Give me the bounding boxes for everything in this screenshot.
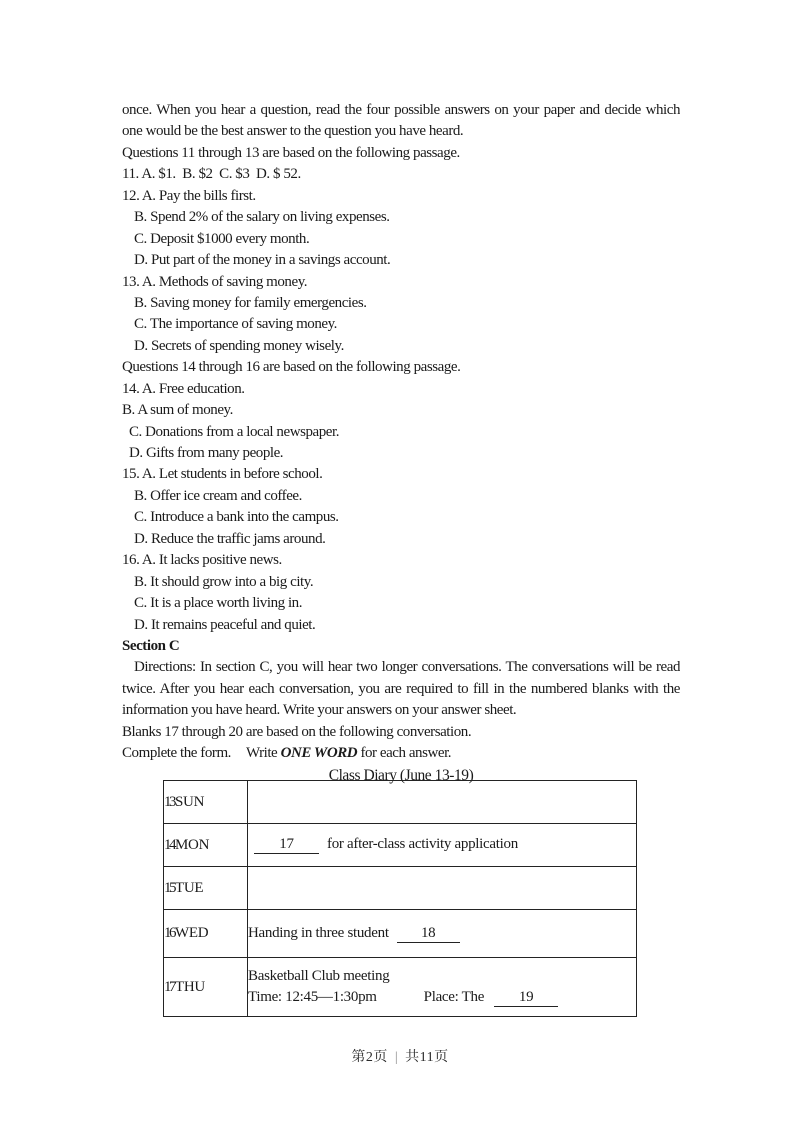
text-line: B. Saving money for family emergencies.	[134, 294, 367, 311]
text-line: D. Gifts from many people.	[129, 445, 284, 461]
write-suffix: for each answer.	[357, 745, 452, 762]
day-name: MON	[175, 836, 210, 853]
text-line: 12. A. Pay the bills first.	[122, 187, 256, 204]
write-label: Write	[245, 745, 281, 762]
page-number-label: 第2页	[351, 1050, 388, 1065]
text-line: C. It is a place worth living in.	[134, 595, 303, 612]
content-cell	[248, 824, 637, 867]
thu-entry-line1: Basketball Club meeting	[248, 967, 390, 984]
text-line: one would be the best answer to the question you have heard.	[122, 123, 464, 140]
content-cell	[248, 958, 637, 1017]
time-label: Time: 12:45—1:30pm	[248, 989, 377, 1005]
text-line: D. It remains peaceful and quiet.	[134, 616, 316, 633]
table-row	[164, 910, 637, 958]
table-row	[164, 958, 637, 1017]
text-line: 16. A. It lacks positive news.	[122, 552, 282, 569]
text-line: C. Deposit $1000 every month.	[134, 230, 310, 247]
table-row	[164, 781, 637, 824]
text-line: C. Introduce a bank into the campus.	[134, 509, 339, 526]
text-line: D. Secrets of spending money wisely.	[134, 337, 344, 354]
mon-entry-text: for after-class activity application	[327, 836, 518, 852]
day-cell	[164, 824, 248, 867]
complete-form-prefix: Complete the form.	[122, 745, 231, 762]
content-cell	[248, 781, 637, 824]
text-line: once. When you hear a question, read the four possible answers on your paper and decide which	[122, 102, 680, 118]
text-line: D. Reduce the traffic jams around.	[134, 530, 326, 547]
day-number: 17	[164, 978, 174, 995]
one-word-emphasis: ONE WORD	[280, 745, 358, 762]
text-line: 13. A. Methods of saving money.	[122, 273, 308, 290]
class-diary-table	[163, 780, 637, 1017]
blank-17: 17	[254, 836, 319, 854]
text-line: D. Put part of the money in a savings account.	[134, 252, 391, 269]
text-line: information you have heard. Write your answers on your answer sheet.	[122, 702, 517, 719]
content-cell	[248, 910, 637, 958]
table-row	[164, 867, 637, 910]
blank-19: 19	[494, 989, 558, 1007]
thu-entry-line2	[248, 987, 636, 1009]
text-line: C. Donations from a local newspaper.	[129, 423, 339, 440]
page-footer	[0, 1046, 800, 1066]
text-line: 15. A. Let students in before school.	[122, 466, 323, 483]
page-total-label: 共11页	[405, 1050, 449, 1065]
text-line: Blanks 17 through 20 are based on the following conversation.	[122, 723, 472, 740]
day-cell	[164, 958, 248, 1017]
text-line: twice. After you hear each conversation, you are required to fill in the numbered blanks with the	[122, 680, 680, 697]
blank-18: 18	[397, 925, 460, 943]
footer-separator: |	[394, 1050, 399, 1065]
place-label: Place: The	[423, 989, 485, 1005]
main-text-block	[122, 100, 680, 786]
content-cell	[248, 867, 637, 910]
table-row	[164, 824, 637, 867]
day-number: 15	[164, 879, 174, 896]
day-name: SUN	[175, 793, 205, 810]
day-number: 14	[164, 836, 174, 853]
day-cell	[164, 867, 248, 910]
day-name: TUE	[175, 879, 204, 896]
day-cell	[164, 910, 248, 958]
day-number: 16	[164, 925, 174, 941]
day-name: THU	[175, 978, 205, 995]
text-line: Questions 11 through 13 are based on the following passage.	[122, 144, 460, 161]
day-name: WED	[175, 925, 209, 941]
text-line: Directions: In section C, you will hear two longer conversations. The conversations will be read	[134, 659, 680, 676]
text-line: Questions 14 through 16 are based on the following passage.	[122, 359, 461, 376]
text-line: B. Spend 2% of the salary on living expenses.	[134, 209, 390, 226]
text-line: C. The importance of saving money.	[134, 316, 337, 333]
wed-entry-text: Handing in three student	[248, 924, 389, 941]
text-line: 11. A. $1. B. $2 C. $3 D. $ 52.	[122, 166, 301, 183]
day-number: 13	[164, 793, 174, 810]
section-c-heading: Section C	[122, 637, 180, 654]
text-line: B. It should grow into a big city.	[134, 573, 314, 590]
text-line: 14. A. Free education.	[122, 380, 245, 397]
day-cell	[164, 781, 248, 824]
text-line: B. A sum of money.	[122, 402, 233, 419]
table-title: Class Diary (June 13-19)	[328, 766, 474, 784]
complete-form-line	[122, 743, 680, 764]
text-line: B. Offer ice cream and coffee.	[134, 487, 302, 504]
